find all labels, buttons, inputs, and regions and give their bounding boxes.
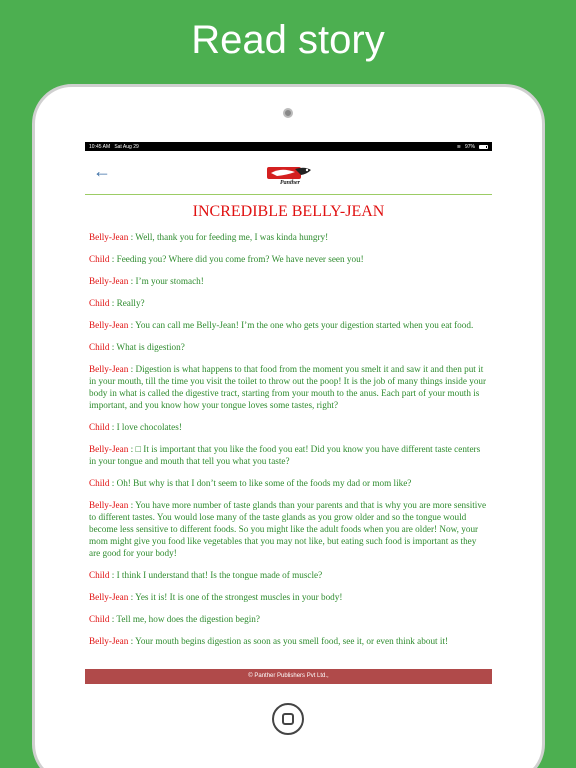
dialog-text: Feeding you? Where did you come from? We have never seen you! (116, 254, 364, 264)
dialog-text: What is digestion? (116, 342, 185, 352)
app-bar (85, 151, 492, 195)
dialog-text: Well, thank you for feeding me, I was kinda hungry! (135, 232, 329, 242)
dialog-line (89, 363, 488, 411)
dialog-line (89, 421, 488, 433)
dialog-text: Yes it is! It is one of the strongest muscles in your body! (135, 592, 343, 602)
speaker-name: Child (89, 570, 110, 580)
speaker-name: Child (89, 298, 110, 308)
speaker-name: Belly-Jean (89, 364, 129, 374)
speaker-separator: : (109, 342, 117, 352)
dialog-text: You have more number of taste glands than your parents and that is why you are more sensitive to different tastes. You would lose many of the taste glands as you grow older and so the tongue would become less sensitive to different foods. So you might like the adult foods when you are older! Now, your mom might give you food like vegetables that you may not like, but eating such food is important as they are good for your body! (89, 500, 487, 558)
dialog-text: Oh! But why is that I don’t seem to like some of the foods my dad or mom like? (116, 478, 412, 488)
story-title: INCREDIBLE BELLY-JEAN (192, 203, 385, 220)
dialog-line (89, 275, 488, 287)
dialog-text: Your mouth begins digestion as soon as you smell food, see it, or even think about it! (135, 636, 449, 646)
speaker-separator: : (109, 254, 117, 264)
dialog-text: Digestion is what happens to that food from the moment you smelt it and saw it and then put it in your mouth, till the time you visit the toilet to throw out the poop! It is the job of many things inside your body in what is called the digestive tract, starting from your mouth to the anus. Each part of your mouth is important, and you know how your tongue loves some tastes, right? (89, 364, 487, 410)
status-bar (85, 142, 492, 151)
speaker-separator: : (128, 320, 136, 330)
speaker-name: Belly-Jean (89, 636, 129, 646)
wifi-icon: ≋ (456, 143, 461, 150)
dialog-line (89, 477, 488, 489)
dialog-line (89, 499, 488, 559)
speaker-name: Child (89, 342, 110, 352)
speaker-name: Belly-Jean (89, 320, 129, 330)
panther-logo (265, 164, 315, 188)
dialog-line (89, 569, 488, 581)
speaker-name: Child (89, 254, 110, 264)
back-arrow-icon[interactable]: ← (93, 161, 111, 181)
speaker-separator: : (128, 444, 136, 454)
dialog-line (89, 443, 488, 467)
speaker-separator: : (109, 298, 117, 308)
dialog-text: □ It is important that you like the food you eat! Did you know you have different taste centers in your tongue and mouth that tell you what you taste? (89, 444, 481, 466)
speaker-name: Child (89, 422, 110, 432)
status-time: 10:45 AM (89, 143, 111, 150)
battery-level: 97% (464, 143, 475, 150)
battery-icon (479, 145, 488, 149)
speaker-separator: : (128, 364, 136, 374)
speaker-separator: : (128, 500, 136, 510)
story-dialog (85, 231, 492, 647)
dialog-line (89, 613, 488, 625)
dialog-line (89, 341, 488, 353)
speaker-name: Belly-Jean (89, 500, 129, 510)
dialog-text: I think I understand that! Is the tongue made of muscle? (116, 570, 323, 580)
dialog-line (89, 253, 488, 265)
app-screen (85, 142, 492, 684)
speaker-name: Child (89, 614, 110, 624)
dialog-line (89, 591, 488, 603)
speaker-name: Belly-Jean (89, 592, 129, 602)
dialog-text: I’m your stomach! (135, 276, 204, 286)
dialog-line (89, 231, 488, 243)
dialog-line (89, 297, 488, 309)
speaker-separator: : (109, 478, 117, 488)
speaker-separator: : (128, 636, 136, 646)
speaker-separator: : (128, 232, 136, 242)
home-button-inner (282, 713, 294, 725)
logo-text: Panther (279, 180, 300, 186)
dialog-text: You can call me Belly-Jean! I’m the one who gets your digestion started when you eat food. (135, 320, 474, 330)
dialog-text: I love chocolates! (116, 422, 182, 432)
speaker-separator: : (109, 570, 117, 580)
speaker-separator: : (128, 592, 136, 602)
speaker-separator: : (128, 276, 136, 286)
speaker-separator: : (109, 422, 117, 432)
status-date: Sat Aug 29 (114, 143, 139, 150)
speaker-separator: : (109, 614, 117, 624)
banner-title: Read story (191, 18, 385, 62)
speaker-name: Belly-Jean (89, 444, 129, 454)
dialog-line (89, 635, 488, 647)
dialog-text: Tell me, how does the digestion begin? (116, 614, 260, 624)
speaker-name: Belly-Jean (89, 276, 129, 286)
footer-copyright: © Panther Publishers Pvt Ltd., (85, 669, 492, 684)
home-button-icon[interactable] (272, 703, 304, 735)
dialog-line (89, 319, 488, 331)
speaker-name: Child (89, 478, 110, 488)
speaker-name: Belly-Jean (89, 232, 129, 242)
camera-icon (283, 108, 293, 118)
dialog-text: Really? (116, 298, 145, 308)
